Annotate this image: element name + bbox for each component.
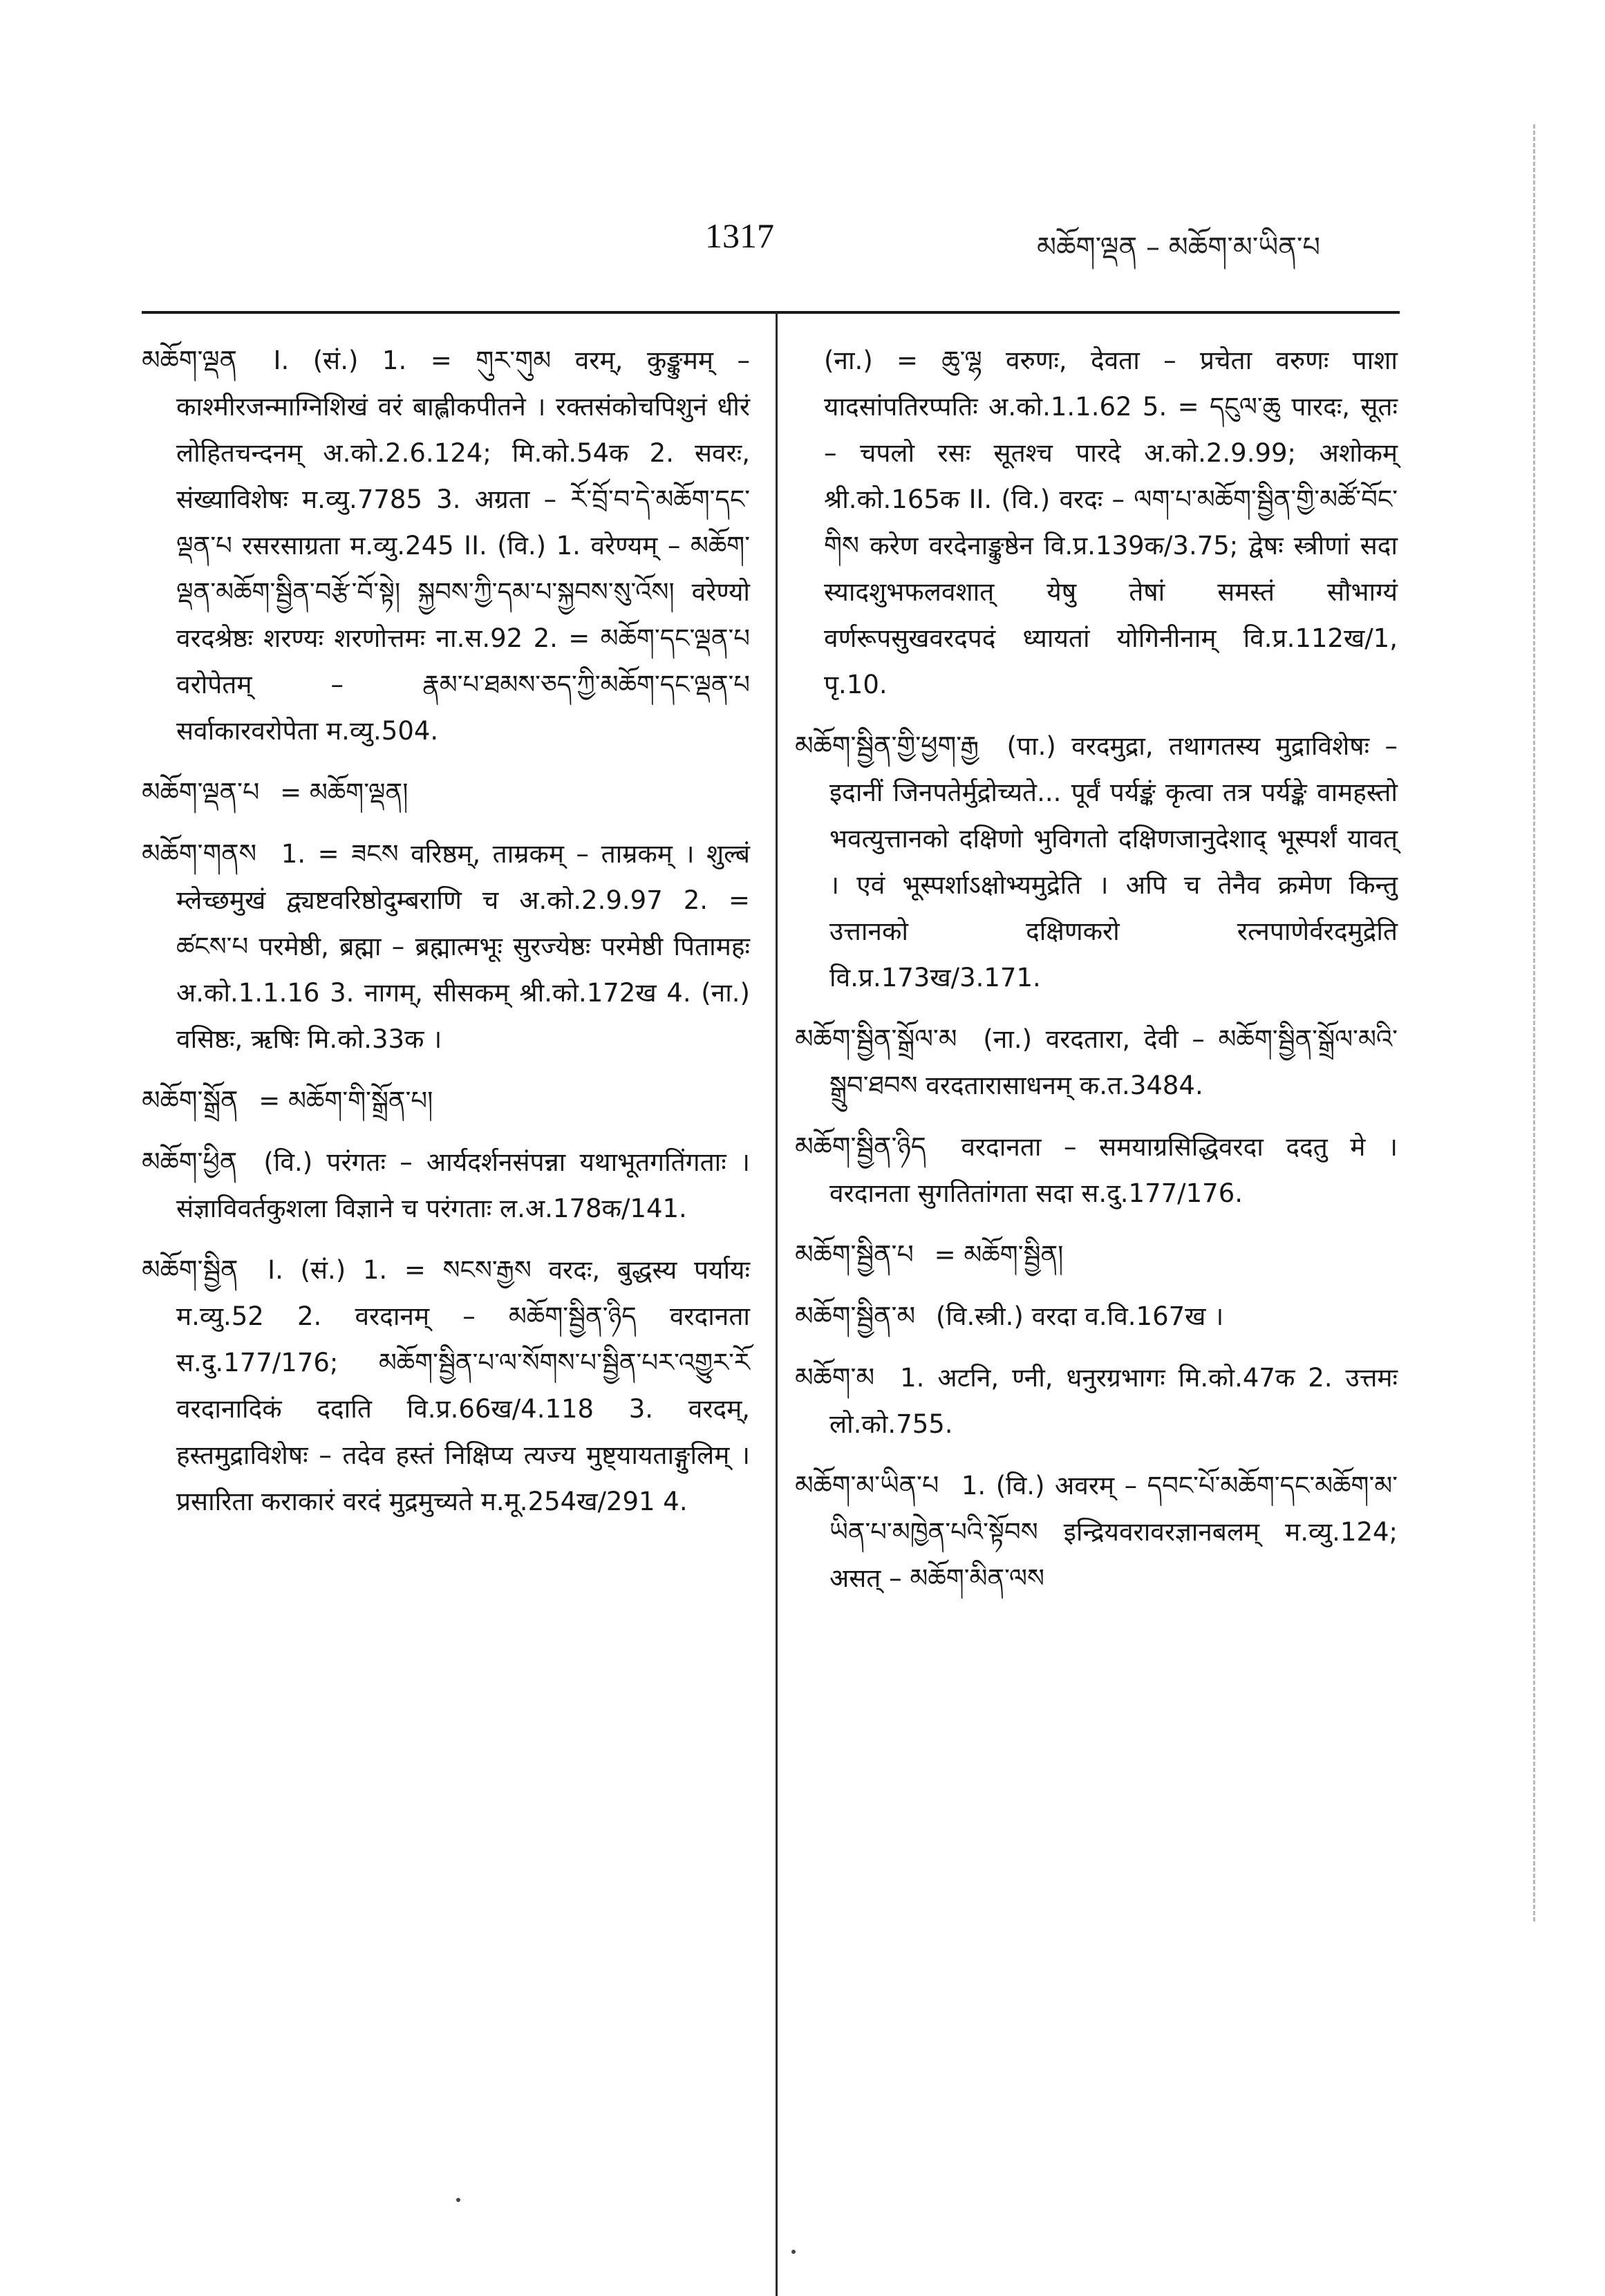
headword: མཆོག་མ་ཡིན་པ bbox=[795, 1470, 939, 1500]
header-rule bbox=[142, 311, 1400, 314]
dictionary-entry bbox=[795, 1124, 1398, 1216]
right-column bbox=[795, 337, 1398, 1617]
dictionary-entry bbox=[142, 769, 750, 816]
dictionary-entry bbox=[795, 1355, 1398, 1447]
dictionary-entry bbox=[142, 337, 750, 754]
column-divider bbox=[776, 312, 778, 2296]
headword: མཆོག་གནས bbox=[142, 838, 257, 869]
entry-body: (वि.) परंगतः – आर्यदर्शनसंपन्ना यथाभूतगतिंगताः । संज्ञाविवर्तकुशला विज्ञाने च परंगताः ल.अ.178क/141. bbox=[176, 1147, 750, 1223]
headword: མཆོག་ལྡན bbox=[142, 345, 237, 375]
entry-body: = མཆོག་སྦྱིན། bbox=[934, 1240, 1064, 1270]
dictionary-entry bbox=[795, 1462, 1398, 1601]
scan-speck bbox=[791, 2250, 796, 2254]
headword: མཆོག་སྦྱིན་ཉིད bbox=[795, 1131, 926, 1162]
headword: མཆོག་སྦྱིན bbox=[142, 1254, 238, 1285]
headword: མཆོག་མ bbox=[795, 1362, 875, 1393]
dictionary-entry bbox=[142, 1078, 750, 1124]
dictionary-entry bbox=[142, 831, 750, 1062]
entry-body: (ना.) = ཆུ་ལྷ वरुणः, देवता – प्रचेता वरुणः पाशा यादसांपतिरप्पतिः अ.को.1.1.62 5. = དངུལ་ཆུ पारदः, सूतः – चपलो रसः सूतश्च पारदे अ.को.2.9.99; अशोकम् श्री.को.165क II. (वि.) वरदः – ལག་པ་མཆོག་སྦྱིན་གྱི་མཚོ་བོང་གིས करेण वरदेनाङ्कुष्ठेन वि.प्र.139क/3.75; द्वेषः स्त्रीणां सदा स्यादशुभफलवशात् येषु तेषां समस्तं सौभाग्यं वर्णरूपसुखवरदपदं ध्यायतां योगिनीनाम् वि.प्र.112ख/1, पृ.10. bbox=[824, 346, 1398, 699]
running-head: མཆོག་ལྡན – མཆོག་མ་ཡིན་པ bbox=[1037, 232, 1320, 263]
headword: མཆོག་སྦྱིན་སྒྲོལ་མ bbox=[795, 1024, 957, 1054]
headword: མཆོག་ཕྱིན bbox=[142, 1147, 238, 1177]
entry-body: I. (सं.) 1. = སངས་རྒྱས वरदः, बुद्धस्य पर्यायः म.व्यु.52 2. वरदानम् – མཆོག་སྦྱིན་ཉིད वरदानता स.दु.177/176; མཆོག་སྦྱིན་པ་ལ་སོགས་པ་སྦྱིན་པར་འགྱུར་རོ वरदानादिकं ददाति वि.प्र.66ख/4.118 3. वरदम्, हस्तमुद्राविशेषः – तदेव हस्तं निक्षिप्य त्यज्य मुष्ट्यायताङ्गुलिम् । प्रसारिता कराकारं वरदं मुद्रमुच्यते म.मू.254ख/291 4. bbox=[176, 1255, 750, 1516]
left-column bbox=[142, 337, 750, 1540]
headword: མཆོག་ལྡན་པ bbox=[142, 777, 260, 807]
entry-body: 1. अटनि, ण्नी, धनुरग्रभागः मि.को.47क 2. उत्तमः लो.को.755. bbox=[829, 1363, 1398, 1439]
entry-body: I. (सं.) 1. = གུར་གུམ वरम्, कुङ्कुमम् – काश्मीरजन्माग्निशिखं वरं बाह्लीकपीतने । रक्तसंकोचपिशुनं धीरं लोहितचन्दनम् अ.को.2.6.124; मि.को.54क 2. सवरः, संख्याविशेषः म.व्यु.7785 3. अग्रता – རོ་བྲོ་བ་དེ་མཆོག་དང་ལྡན་པ रसरसाग्रता म.व्यु.245 II. (वि.) 1. वरेण्यम् – མཆོག་ལྡན་མཆོག་སྦྱིན་བརྩོ་བོ་སྟེ། སྐྱབས་ཀྱི་དམ་པ་སྐྱབས་སུ་འོས། वरेण्यो वरदश्रेष्ठः शरण्यः शरणोत्तमः ना.स.92 2. = མཆོག་དང་ལྡན་པ वरोपेतम् – རྣམ་པ་ཐམས་ཅད་ཀྱི་མཆོག་དང་ལྡན་པ सर्वाकारवरोपेता म.व्यु.504. bbox=[176, 346, 750, 746]
dictionary-entry bbox=[142, 1139, 750, 1232]
headword: མཆོག་སྦྱིན་པ bbox=[795, 1239, 914, 1270]
scan-speck bbox=[456, 2198, 460, 2202]
entry-body: 1. (वि.) अवरम् – དབང་པོ་མཆོག་དང་མཆོག་མ་ཡིན་པ་མཁྱེན་པའི་སྟོབས इन्द्रियवरावरज्ञानबलम् म.व्यु.124; असत् – མཆོག་མིན་ལས bbox=[829, 1471, 1398, 1593]
dictionary-entry bbox=[795, 1016, 1398, 1109]
headword: མཆོག་སྒྲོན bbox=[142, 1085, 238, 1116]
page-edge-mark bbox=[1533, 124, 1537, 1921]
dictionary-entry-continuation bbox=[795, 337, 1398, 708]
dictionary-entry bbox=[795, 1293, 1398, 1339]
page-number: 1317 bbox=[705, 216, 774, 255]
entry-body: = མཆོག་གི་སྒྲོན་པ། bbox=[259, 1086, 433, 1116]
dictionary-entry bbox=[142, 1247, 750, 1525]
entry-body: (वि.स्त्री.) वरदा व.वि.167ख । bbox=[935, 1301, 1224, 1331]
entry-body: = མཆོག་ལྡན། bbox=[280, 778, 409, 807]
headword: མཆོག་སྦྱིན་གྱི་ཕྱག་རྒྱ bbox=[795, 731, 979, 761]
dictionary-entry bbox=[795, 723, 1398, 1001]
dictionary-entry bbox=[795, 1232, 1398, 1278]
entry-body: (ना.) वरदतारा, देवी – མཆོག་སྦྱིན་སྒྲོལ་མའི་སྒྲུབ་ཐབས वरदतारासाधनम् क.त.3484. bbox=[829, 1024, 1398, 1100]
entry-body: वरदानता – समयाग्रसिद्धिवरदा ददतु मे । वरदानता सुगतितांगता सदा स.दु.177/176. bbox=[829, 1132, 1398, 1208]
entry-body: 1. = ཟངས वरिष्ठम्, ताम्रकम् – ताम्रकम् । शुल्बं म्लेच्छमुखं द्व्यष्टवरिष्ठोदुम्बराणि च अ.को.2.9.97 2. = ཚངས་པ परमेष्ठी, ब्रह्मा – ब्रह्मात्मभूः सुरज्येष्ठः परमेष्ठी पितामहः अ.को.1.1.16 3. नागम्, सीसकम् श्री.को.172ख 4. (ना.) वसिष्ठः, ऋषिः मि.को.33क । bbox=[176, 839, 751, 1054]
entry-body: (पा.) वरदमुद्रा, तथागतस्य मुद्राविशेषः – इदानीं जिनपतेर्मुद्रोच्यते... पूर्वं पर्यङ्कं कृत्वा तत्र पर्यङ्के वामहस्तो भवत्युत्तानको दक्षिणो भुविगतो दक्षिणजानुदेशाद् भूस्पर्शं यावत् । एवं भूस्पर्शाऽक्षोभ्यमुद्रेति । अपि च तेनैव क्रमेण किन्तु उत्तानको दक्षिणकरो रत्नपाणेर्वरदमुद्रेति वि.प्र.173ख/3.171. bbox=[829, 731, 1398, 992]
headword: མཆོག་སྦྱིན་མ bbox=[795, 1301, 916, 1331]
